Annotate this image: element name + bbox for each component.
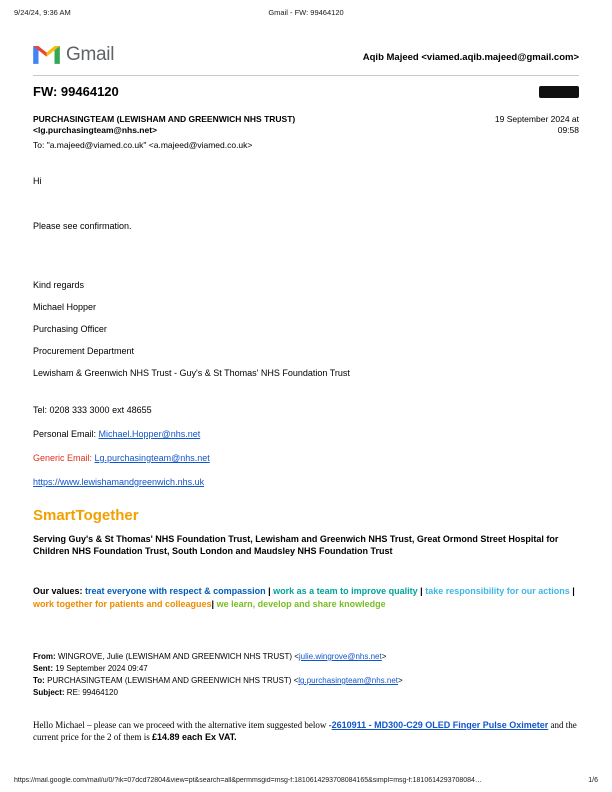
quoted-to-email-link[interactable]: lg.purchasingteam@nhs.net [298, 676, 399, 685]
quoted-sent-line [33, 663, 579, 675]
values-separator: | [211, 599, 217, 609]
subject-value: RE: 99464120 [64, 688, 118, 697]
message-date-line2: 09:58 [557, 125, 579, 135]
print-datetime: 9/24/24, 9:36 AM [14, 8, 71, 17]
product-link[interactable]: 2610911 - MD300-C29 OLED Finger Pulse Oximeter [331, 720, 549, 730]
signoff-text: Kind regards [33, 280, 85, 290]
values-separator: | [265, 586, 274, 596]
quoted-from-email-link[interactable]: julie.wingrove@nhs.net [298, 652, 382, 661]
gmail-m-icon [33, 45, 60, 65]
redacted-box [539, 86, 579, 98]
print-title: Gmail - FW: 99464120 [268, 8, 344, 17]
website-line [33, 477, 579, 488]
print-footer-url: https://mail.google.com/mail/u/0/?ik=07dcd72804&view=pt&search=all&permmsgid=msg-f:1810614293708084165&simpl=msg-f:1810614293708084… [14, 777, 482, 784]
telephone-line: Tel: 0208 333 3000 ext 48655 [33, 405, 152, 415]
gmail-logo [33, 44, 114, 66]
message-header [33, 114, 579, 150]
signature-role: Purchasing Officer [33, 324, 107, 334]
page-indicator: 1/6 [588, 777, 598, 784]
sender-email: <lg.purchasingteam@nhs.net> [33, 125, 158, 135]
signature-organisation: Lewisham & Greenwich NHS Trust - Guy's & St Thomas' NHS Foundation Trust [33, 368, 350, 378]
message-date [495, 114, 579, 150]
personal-email-link[interactable]: Michael.Hopper@nhs.net [98, 429, 201, 439]
email-subject: FW: 99464120 [33, 84, 119, 99]
generic-email-link[interactable]: Lg.purchasingteam@nhs.net [94, 453, 210, 463]
from-label: From: [33, 652, 56, 661]
header-divider [33, 75, 579, 76]
value-responsibility: take responsibility for our actions [425, 586, 570, 596]
print-header [14, 8, 598, 17]
print-footer [14, 777, 598, 784]
serving-statement: Serving Guy's & St Thomas' NHS Foundation Trust, Lewisham and Greenwich NHS Trust, Great Ormond Street Hospital for Children NHS Foundation Trust, South London and Maudsley NHS Foundation Trust [33, 534, 559, 556]
message-date-line1: 19 September 2024 at [494, 114, 579, 124]
to-close: > [398, 676, 403, 685]
values-separator: | [569, 586, 575, 596]
personal-email-label: Personal Email: [33, 429, 99, 439]
website-link[interactable]: https://www.lewishamandgreenwich.nhs.uk [33, 477, 205, 487]
brand-logo-text: SmartTogether [33, 507, 139, 524]
gmail-header [33, 44, 579, 66]
values-separator: | [417, 586, 426, 596]
from-close: > [381, 652, 387, 661]
values-label: Our values: [33, 586, 86, 596]
generic-email-line [33, 453, 579, 464]
confirmation-text: Please see confirmation. [33, 221, 132, 231]
gmail-wordmark: Gmail [66, 44, 115, 65]
generic-email-label: Generic Email: [33, 453, 95, 463]
to-label: To: [33, 676, 45, 685]
greeting-text: Hi [33, 176, 42, 186]
value-respect: treat everyone with respect & compassion [85, 586, 266, 596]
sent-value: 19 September 2024 09:47 [53, 664, 148, 673]
value-teamwork: work as a team to improve quality [273, 586, 418, 596]
quoted-subject-line [33, 687, 579, 699]
to-value: PURCHASINGTEAM (LEWISHAM AND GREENWICH NHS TRUST) < [44, 676, 299, 685]
account-identity: Aqib Majeed <viamed.aqib.majeed@gmail.com> [362, 52, 579, 63]
from-value: WINGROVE, Julie (LEWISHAM AND GREENWICH NHS TRUST) < [55, 652, 299, 661]
quoted-body-price: £14.89 each Ex VAT. [151, 732, 237, 742]
value-together: work together for patients and colleagues [33, 599, 212, 609]
subject-label: Subject: [33, 688, 65, 697]
quoted-message-headers [33, 651, 579, 699]
values-statement [33, 585, 579, 611]
sent-label: Sent: [33, 664, 53, 673]
value-learn: we learn, develop and share knowledge [216, 599, 386, 609]
signature-department: Procurement Department [33, 346, 135, 356]
personal-email-line [33, 429, 579, 440]
quoted-body-mid: and the current price for the 2 of them is [33, 720, 577, 742]
quoted-to-line [33, 675, 579, 687]
quoted-message-body [33, 719, 579, 743]
sender-name: PURCHASINGTEAM (LEWISHAM AND GREENWICH NHS TRUST) [33, 114, 296, 124]
message-body [33, 176, 579, 611]
quoted-from-line [33, 651, 579, 663]
recipient-line: To: "a.majeed@viamed.co.uk" <a.majeed@viamed.co.uk> [33, 140, 253, 150]
signature-name: Michael Hopper [33, 302, 97, 312]
quoted-body-pre: Hello Michael – please can we proceed with the alternative item suggested below - [33, 720, 332, 730]
